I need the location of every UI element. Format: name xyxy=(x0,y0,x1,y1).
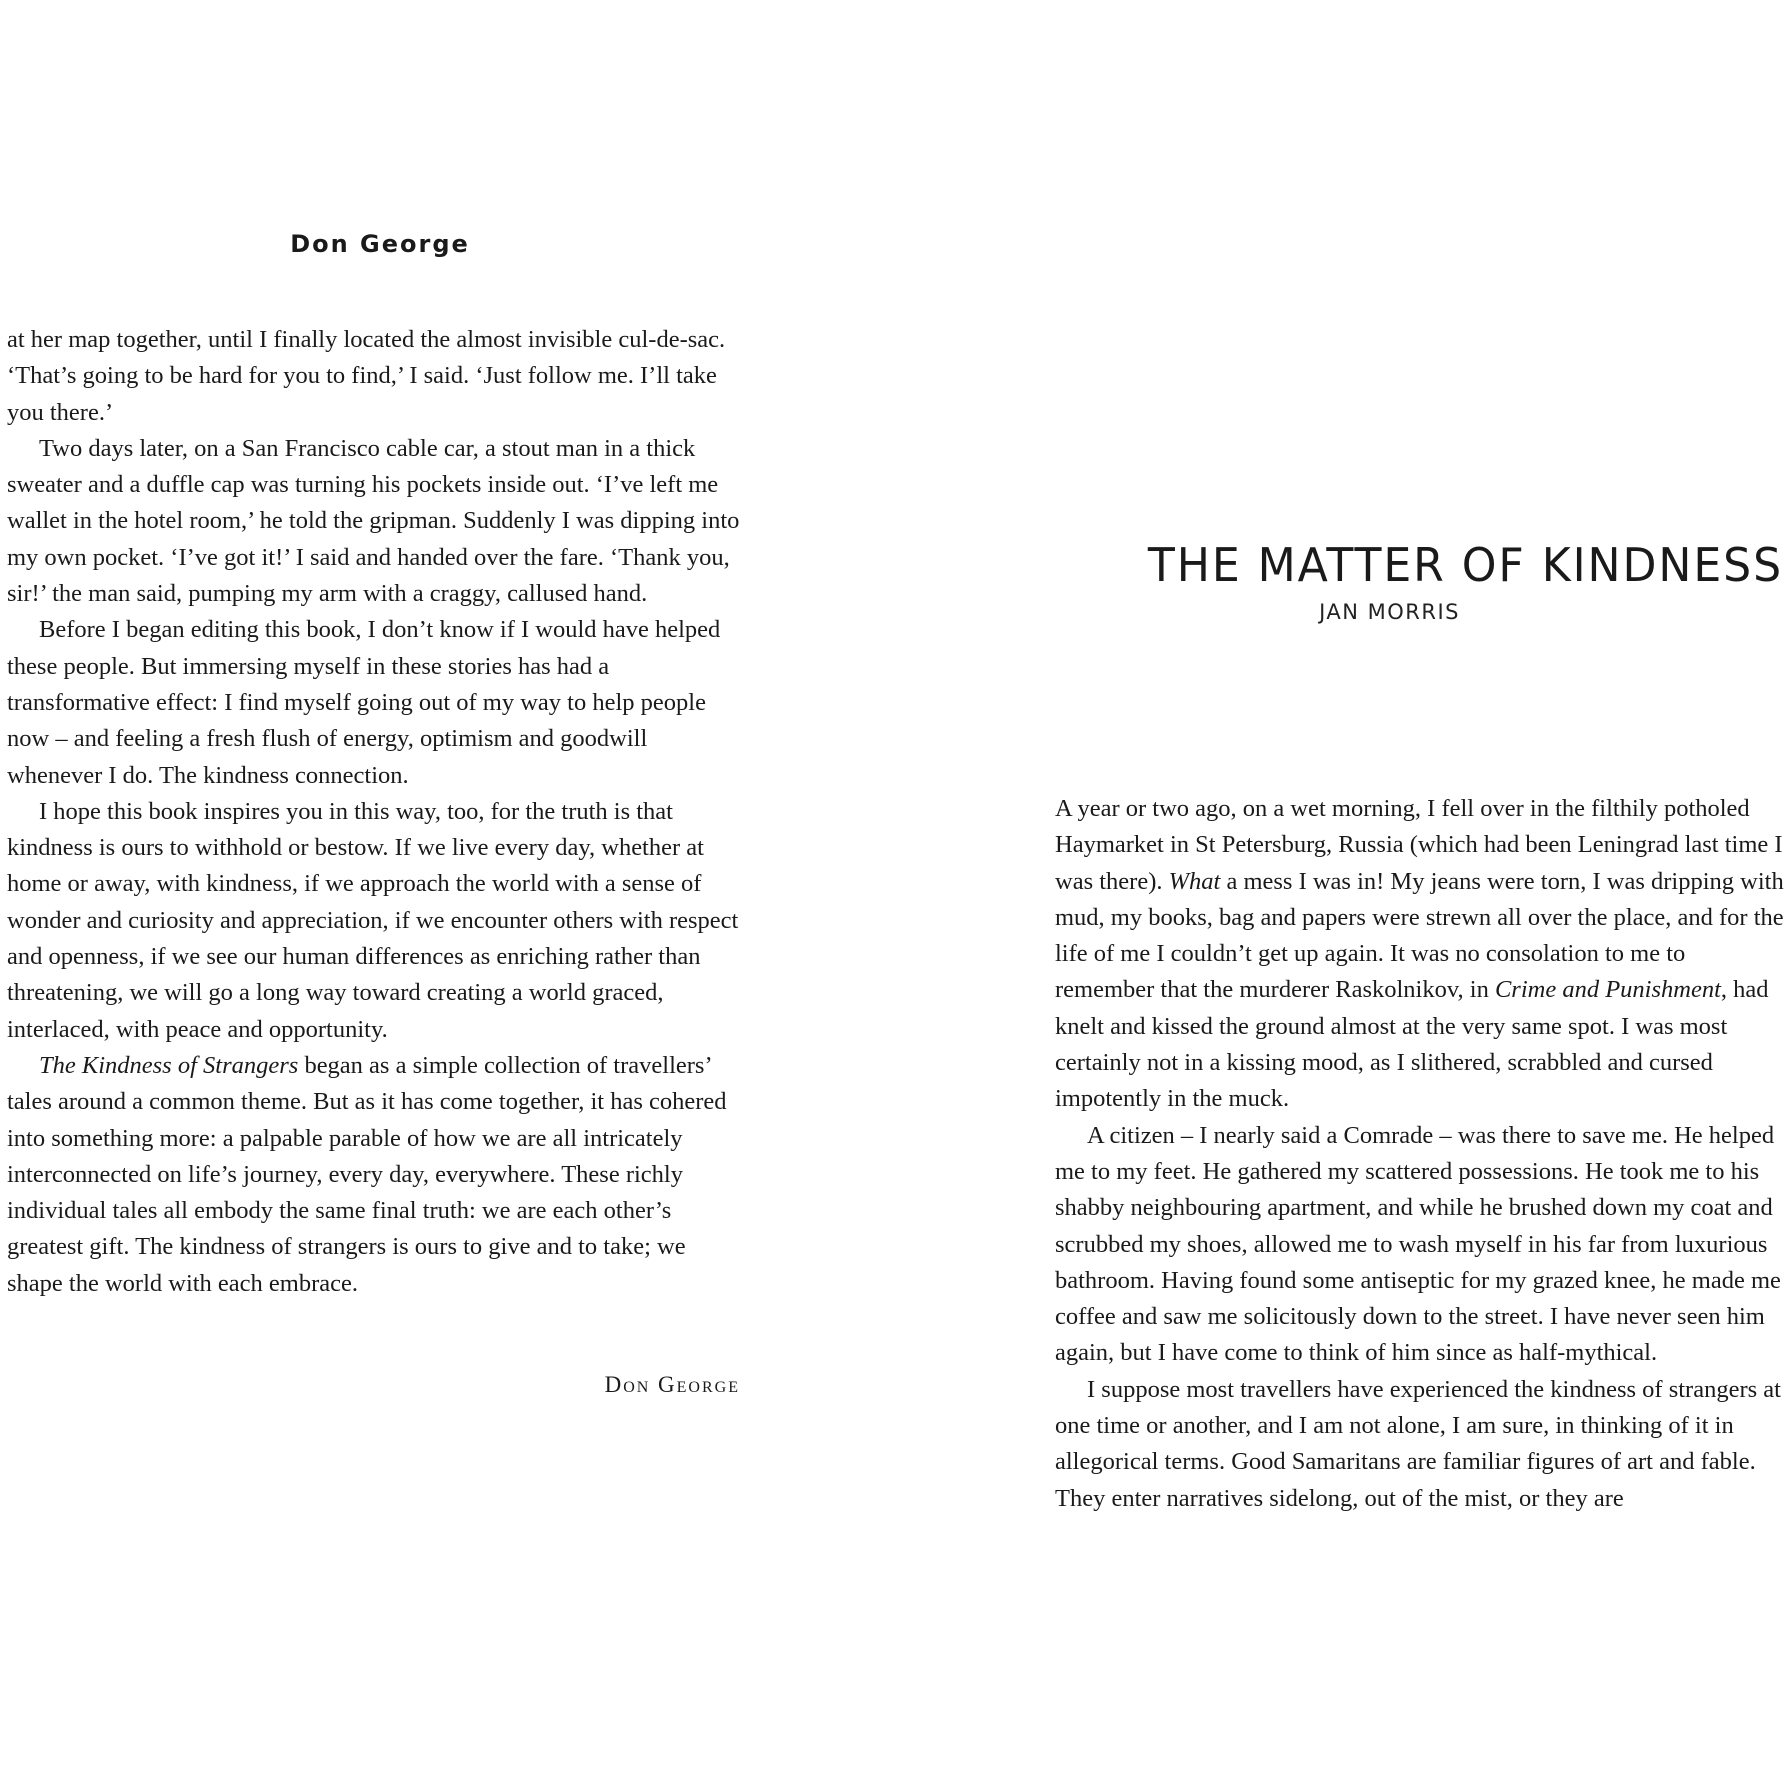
paragraph-text: a mess I was in! My jeans were torn, I was dripping with mud, my books, bag and papers were strewn all over the place, and for the life of me I couldn’t get up again. It was no consolation to me to remember that the murderer Raskolnikov, in xyxy=(1055,867,1784,1004)
paragraph-text: I hope this book inspires you in this way, too, for the truth is that kindness is ours to withhold or bestow. If we live every day, whether at home or away, with kindness, if we approach the world with a sense of wonder and curiosity and appreciation, if we encounter others with respect and openness, if we see our human differences as enriching rather than threatening, we will go a long way toward creating a world graced, interlaced, with peace and opportunity. xyxy=(7,797,739,1043)
chapter-title: THE MATTER OF KINDNESS xyxy=(1147,538,1784,592)
paragraph xyxy=(7,431,747,612)
running-head: Don George xyxy=(290,230,470,258)
paragraph-text: Two days later, on a San Francisco cable car, a stout man in a thick sweater and a duffle cap was turning his pockets inside out. ‘I’ve left me wallet in the hotel room,’ he told the gripman. Suddenly I was dipping into my own pocket. ‘I’ve got it!’ I said and handed over the fare. ‘Thank you, sir!’ the man said, pumping my arm with a craggy, callused hand. xyxy=(7,434,740,608)
italic-title-text: The Kindness of Strangers xyxy=(39,1051,299,1079)
paragraph xyxy=(1055,791,1785,1118)
right-page-body xyxy=(1055,791,1785,1517)
chapter-author: JAN MORRIS xyxy=(1319,600,1460,624)
paragraph-text: I suppose most travellers have experienced the kindness of strangers at one time or another, and I am not alone, I am sure, in thinking of it in allegorical terms. Good Samaritans are familiar figures of art and fable. They enter narratives sidelong, out of the mist, or they are xyxy=(1055,1375,1781,1512)
author-signature: Don George xyxy=(604,1372,740,1397)
paragraph xyxy=(1055,1372,1785,1517)
paragraph xyxy=(1055,1118,1785,1372)
italic-title-text: What xyxy=(1168,867,1221,895)
left-page-body xyxy=(7,322,747,1302)
italic-title-text: Crime and Punishment xyxy=(1494,976,1721,1004)
paragraph-text: Before I began editing this book, I don’t know if I would have helped these people. But immersing myself in these stories has had a transformative effect: I find myself going out of my way to help people now – and feeling a fresh flush of energy, optimism and goodwill whenever I do. The kindness connection. xyxy=(7,616,721,789)
left-page xyxy=(0,0,760,1785)
paragraph-text: A citizen – I nearly said a Comrade – was there to save me. He helped me to my feet. He gathered my scattered possessions. He took me to his shabby neighbouring apartment, and while he brushed down my coat and scrubbed my shoes, allowed me to wash myself in his far from luxurious bathroom. Having found some antiseptic for my grazed knee, he made me coffee and saw me solicitously down to the street. I have never seen him again, but I have come to think of him since as half-mythical. xyxy=(1055,1121,1781,1367)
paragraph-text: , had knelt and kissed the ground almost at the very same spot. I was most certainly not in a kissing mood, as I slithered, scrabbled and cursed impotently in the muck. xyxy=(1055,976,1769,1113)
paragraph-text: began as a simple collection of travellers’ tales around a common theme. But as it has come together, it has cohered into something more: a palpable parable of how we are all intricately interconnected on life’s journey, every day, everywhere. These richly individual tales all embody the same final truth: we are each other’s greatest gift. The kindness of strangers is ours to give and to take; we shape the world with each embrace. xyxy=(7,1051,727,1297)
paragraph xyxy=(7,322,747,431)
paragraph-text: at her map together, until I finally located the almost invisible cul-de-sac. ‘That’s going to be hard for you to find,’ I said. ‘Just follow me. I’ll take you there.’ xyxy=(7,326,726,426)
paragraph xyxy=(7,1048,747,1302)
paragraph-text: A year or two ago, on a wet morning, I fell over in the filthily potholed Haymarket in St Petersburg, Russia (which had been Leningrad last time I was there). xyxy=(1055,795,1783,895)
right-page xyxy=(1040,0,1785,1785)
paragraph xyxy=(7,794,747,1048)
paragraph xyxy=(7,612,747,793)
